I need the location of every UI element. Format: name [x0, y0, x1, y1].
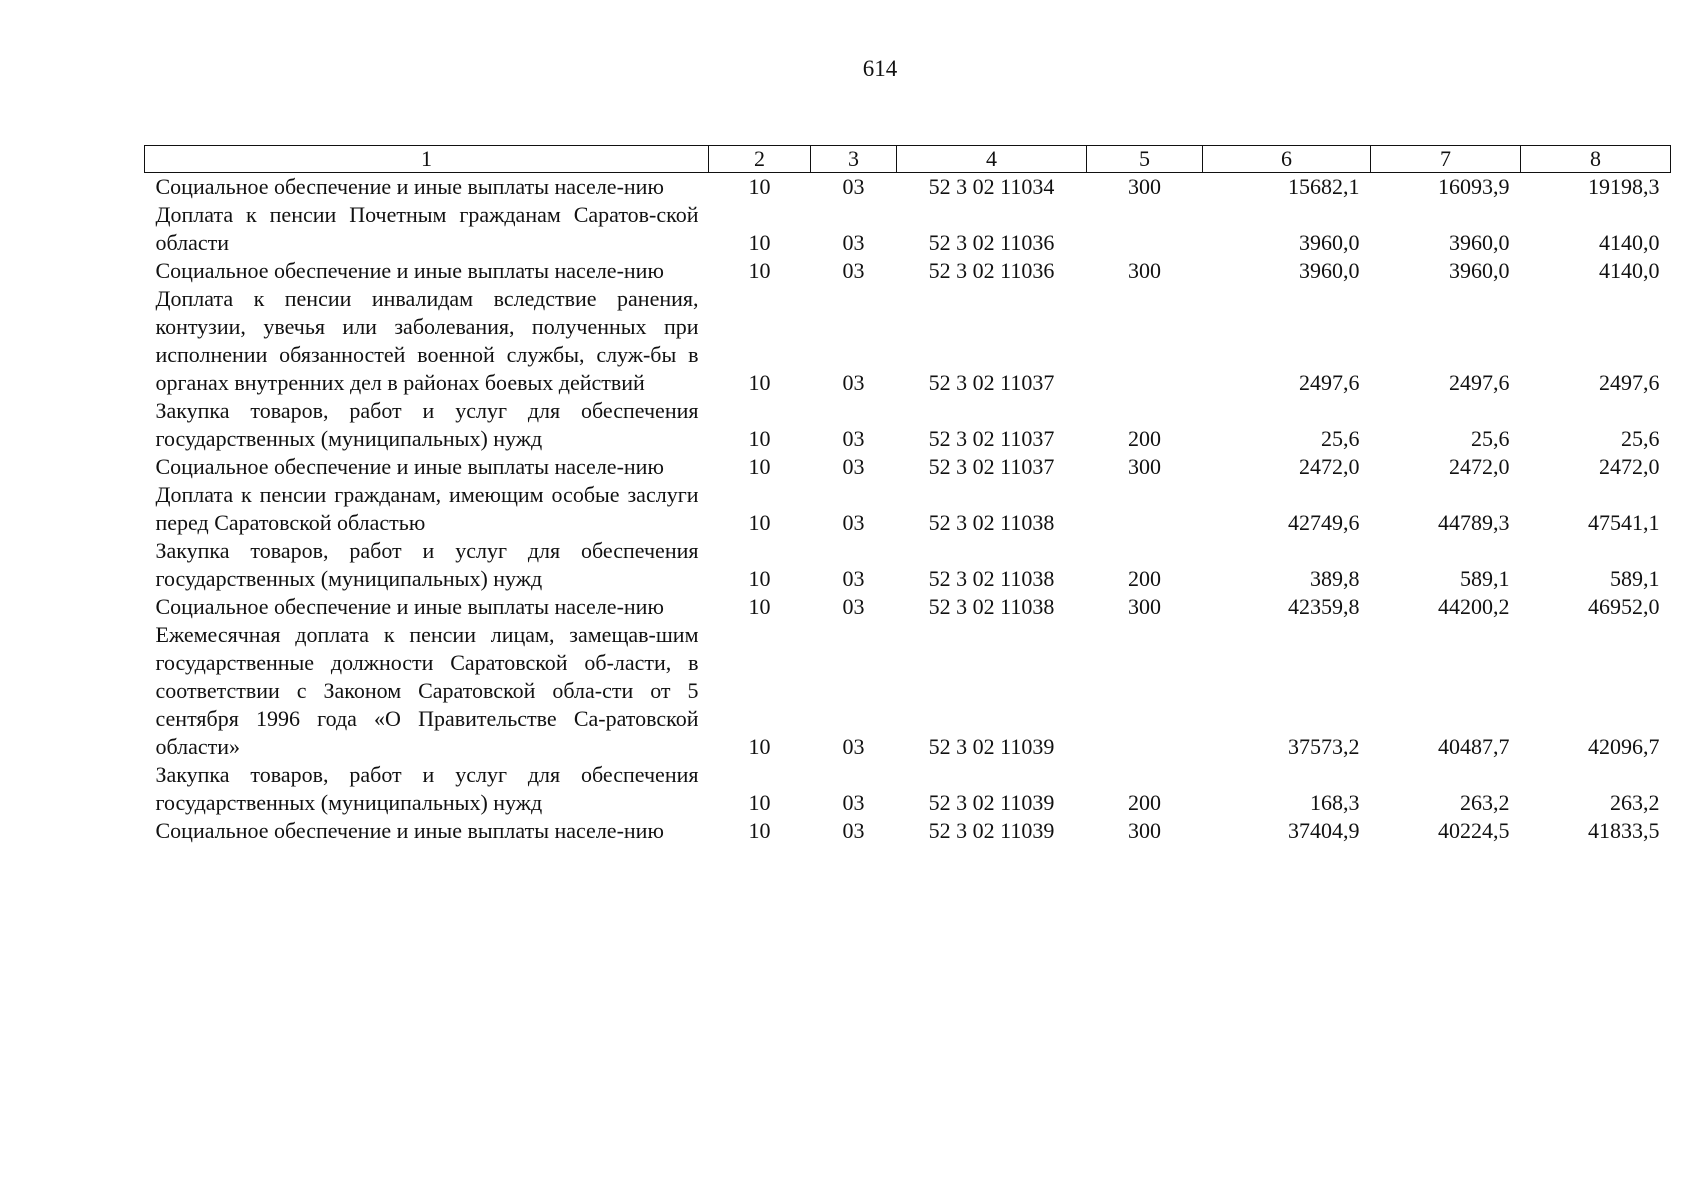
row-description: Закупка товаров, работ и услуг для обеспечения государственных (муниципальных) нужд	[155, 538, 699, 591]
row-description: Социальное обеспечение и иные выплаты населе-нию	[155, 818, 664, 843]
column-header: 1	[145, 146, 709, 173]
amount-col-7: 3960,0	[1449, 230, 1510, 255]
table-row	[145, 761, 1671, 817]
amount-col-6: 3960,0	[1299, 258, 1360, 283]
subsection-code: 03	[842, 594, 865, 619]
column-number-row	[145, 146, 1671, 173]
amount-col-8: 4140,0	[1599, 230, 1660, 255]
section-code: 10	[748, 566, 771, 591]
amount-col-8: 263,2	[1610, 790, 1660, 815]
amount-col-6: 3960,0	[1299, 230, 1360, 255]
expense-type-code	[1087, 201, 1203, 257]
section-code: 10	[748, 370, 771, 395]
subsection-code: 03	[842, 510, 865, 535]
row-description: Закупка товаров, работ и услуг для обеспечения государственных (муниципальных) нужд	[155, 762, 699, 815]
row-description: Закупка товаров, работ и услуг для обеспечения государственных (муниципальных) нужд	[155, 398, 699, 451]
expense-type-code: 300	[1128, 818, 1161, 843]
subsection-code: 03	[842, 370, 865, 395]
amount-col-6: 37404,9	[1288, 818, 1360, 843]
target-article-code: 52 3 02 11039	[928, 734, 1055, 759]
section-code: 10	[748, 594, 771, 619]
amount-col-8: 25,6	[1621, 426, 1660, 451]
column-header: 7	[1371, 146, 1521, 173]
expense-type-code: 200	[1128, 566, 1161, 591]
subsection-code: 03	[842, 790, 865, 815]
amount-col-7: 40487,7	[1438, 734, 1510, 759]
subsection-code: 03	[842, 454, 865, 479]
amount-col-7: 3960,0	[1449, 258, 1510, 283]
subsection-code: 03	[842, 426, 865, 451]
amount-col-7: 2497,6	[1449, 370, 1510, 395]
table-row	[145, 397, 1671, 453]
section-code: 10	[748, 174, 771, 199]
row-description: Доплата к пенсии инвалидам вследствие ранения, контузии, увечья или заболевания, полученных при исполнении обязанностей военной службы, служ-бы в органах внутренних дел в районах боевых действий	[155, 286, 699, 395]
table-row	[145, 817, 1671, 845]
page-number: 614	[862, 56, 898, 81]
amount-col-6: 25,6	[1321, 426, 1360, 451]
amount-col-6: 168,3	[1310, 790, 1360, 815]
subsection-code: 03	[842, 734, 865, 759]
row-description: Социальное обеспечение и иные выплаты населе-нию	[155, 594, 664, 619]
target-article-code: 52 3 02 11034	[928, 174, 1055, 199]
target-article-code: 52 3 02 11038	[928, 594, 1055, 619]
subsection-code: 03	[842, 566, 865, 591]
amount-col-6: 2472,0	[1299, 454, 1360, 479]
amount-col-6: 42359,8	[1288, 594, 1360, 619]
subsection-code: 03	[842, 174, 865, 199]
section-code: 10	[748, 734, 771, 759]
target-article-code: 52 3 02 11039	[928, 818, 1055, 843]
subsection-code: 03	[842, 258, 865, 283]
amount-col-6: 37573,2	[1288, 734, 1360, 759]
column-header: 4	[897, 146, 1087, 173]
amount-col-7: 44789,3	[1438, 510, 1510, 535]
target-article-code: 52 3 02 11036	[928, 230, 1055, 255]
amount-col-7: 40224,5	[1438, 818, 1510, 843]
amount-col-7: 25,6	[1471, 426, 1510, 451]
amount-col-8: 2497,6	[1599, 370, 1660, 395]
column-header: 3	[811, 146, 897, 173]
expense-type-code	[1087, 285, 1203, 397]
table-row	[145, 285, 1671, 397]
target-article-code: 52 3 02 11037	[928, 426, 1055, 451]
target-article-code: 52 3 02 11039	[928, 790, 1055, 815]
target-article-code: 52 3 02 11038	[928, 510, 1055, 535]
amount-col-6: 42749,6	[1288, 510, 1360, 535]
expense-type-code: 300	[1128, 258, 1161, 283]
expense-type-code	[1087, 481, 1203, 537]
column-header: 6	[1203, 146, 1371, 173]
column-header: 5	[1087, 146, 1203, 173]
subsection-code: 03	[842, 230, 865, 255]
amount-col-8: 589,1	[1610, 566, 1660, 591]
amount-col-7: 263,2	[1460, 790, 1510, 815]
column-header: 2	[709, 146, 811, 173]
table-row	[145, 481, 1671, 537]
table-row	[145, 537, 1671, 593]
target-article-code: 52 3 02 11037	[928, 370, 1055, 395]
amount-col-8: 41833,5	[1588, 818, 1660, 843]
target-article-code: 52 3 02 11036	[928, 258, 1055, 283]
target-article-code: 52 3 02 11037	[928, 454, 1055, 479]
amount-col-8: 4140,0	[1599, 258, 1660, 283]
amount-col-8: 42096,7	[1588, 734, 1660, 759]
section-code: 10	[748, 790, 771, 815]
amount-col-8: 19198,3	[1588, 174, 1660, 199]
section-code: 10	[748, 230, 771, 255]
table-row	[145, 453, 1671, 481]
table-body	[145, 173, 1671, 846]
section-code: 10	[748, 510, 771, 535]
section-code: 10	[748, 454, 771, 479]
expense-type-code: 300	[1128, 174, 1161, 199]
row-description: Ежемесячная доплата к пенсии лицам, замещав-шим государственные должности Саратовской об-ласти, в соответствии с Законом Саратовской обла-сти от 5 сентября 1996 года «О Правительстве Са-ратовской области»	[155, 622, 699, 759]
row-description: Социальное обеспечение и иные выплаты населе-нию	[155, 174, 664, 199]
row-description: Социальное обеспечение и иные выплаты населе-нию	[155, 454, 664, 479]
amount-col-8: 47541,1	[1588, 510, 1660, 535]
amount-col-6: 389,8	[1310, 566, 1360, 591]
column-header: 8	[1521, 146, 1671, 173]
section-code: 10	[748, 258, 771, 283]
expense-type-code: 300	[1128, 594, 1161, 619]
amount-col-7: 589,1	[1460, 566, 1510, 591]
section-code: 10	[748, 426, 771, 451]
subsection-code: 03	[842, 818, 865, 843]
expense-type-code: 200	[1128, 790, 1161, 815]
expense-type-code: 200	[1128, 426, 1161, 451]
target-article-code: 52 3 02 11038	[928, 566, 1055, 591]
amount-col-8: 2472,0	[1599, 454, 1660, 479]
amount-col-7: 2472,0	[1449, 454, 1510, 479]
table-row	[145, 621, 1671, 761]
row-description: Социальное обеспечение и иные выплаты населе-нию	[155, 258, 664, 283]
budget-table	[144, 145, 1671, 845]
amount-col-8: 46952,0	[1588, 594, 1660, 619]
row-description: Доплата к пенсии Почетным гражданам Саратов-ской области	[155, 202, 699, 255]
row-description: Доплата к пенсии гражданам, имеющим особые заслуги перед Саратовской областью	[155, 482, 699, 535]
table-row	[145, 173, 1671, 202]
expense-type-code: 300	[1128, 454, 1161, 479]
amount-col-6: 15682,1	[1288, 174, 1360, 199]
section-code: 10	[748, 818, 771, 843]
table-row	[145, 201, 1671, 257]
expense-type-code	[1087, 621, 1203, 761]
amount-col-7: 16093,9	[1438, 174, 1510, 199]
table-row	[145, 257, 1671, 285]
amount-col-7: 44200,2	[1438, 594, 1510, 619]
amount-col-6: 2497,6	[1299, 370, 1360, 395]
table-row	[145, 593, 1671, 621]
